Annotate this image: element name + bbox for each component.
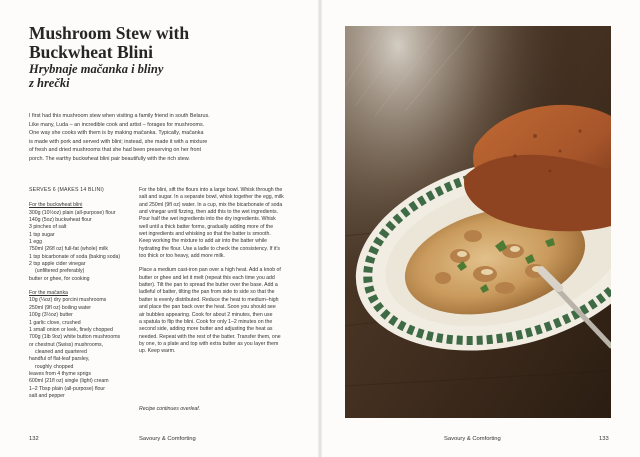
method-line: hydrating the flour. Use a ladle to check the consistency. If it's — [139, 245, 281, 252]
method-line: and 250ml (9fl oz) water. In a cup, mix the bicarbonate of soda — [139, 201, 283, 208]
intro-paragraph — [29, 112, 291, 163]
ingredient-item: 700g (1lb 9oz) white button mushrooms — [29, 334, 121, 341]
ingredient-item: handful of flat-leaf parsley, — [29, 356, 90, 363]
method-line: Place a medium cast-iron pan over a high heat. Add a knob of — [139, 267, 281, 274]
ingredient-item: 1 small onion or leek, finely chopped — [29, 326, 113, 333]
ingredient-item: 10g (¼oz) dry porcini mushrooms — [29, 297, 107, 304]
ingredient-item: 1 garlic clove, crushed — [29, 319, 81, 326]
method-column — [139, 187, 297, 363]
method-paragraph — [139, 267, 297, 355]
method-line: salt and sugar. In a separate bowl, whisk together the egg, milk — [139, 194, 284, 201]
stew-ingredients-list — [29, 297, 134, 400]
recipe-title-line: Buckwheat Blini — [29, 42, 153, 62]
method-line: up. Keep warm. — [139, 348, 176, 355]
recipe-subtitle — [29, 62, 299, 90]
ingredient-item: (unfiltered preferably) — [35, 268, 85, 275]
ingredient-item: salt and pepper — [29, 392, 65, 399]
ingredient-item: cleaned and quartered — [35, 348, 87, 355]
page-number-right: 133 — [599, 436, 609, 442]
ingredient-item: 100g (3½oz) butter — [29, 312, 73, 319]
ingredient-item: 600ml (21fl oz) single (light) cream — [29, 378, 109, 385]
ingredient-item: 750ml (26fl oz) full-fat (whole) milk — [29, 246, 108, 253]
method-line: Keep working the mixture to add air into the batter while — [139, 238, 268, 245]
ingredient-item: 3 pinches of salt — [29, 224, 67, 231]
ingredient-item: 300g (10½oz) plain (all-purpose) flour — [29, 209, 116, 216]
ingredients-column — [29, 187, 134, 400]
method-line: butter or ghee and let it melt (repeat this each time you add — [139, 274, 275, 281]
section-name-left: Savoury & Comforting — [139, 436, 196, 442]
method-line: batter). Tilt the pan to spread the butter over the base. Add a — [139, 282, 278, 289]
recipe-title — [29, 24, 299, 62]
blini-ingredients-list — [29, 210, 134, 283]
continued-note: Recipe continues overleaf. — [139, 406, 201, 412]
recipe-title-line: Mushroom Stew with — [29, 23, 190, 43]
recipe-subtitle-line: Hrybnaje mačanka i bliny — [29, 62, 164, 76]
ingredient-item: leaves from 4 thyme sprigs — [29, 370, 91, 377]
food-photo-illustration — [345, 26, 611, 418]
method-paragraph — [139, 187, 297, 260]
method-line: second side, adding more butter and adjusting the heat as — [139, 326, 273, 333]
intro-line: One way she cooks with them is by making mačanka. Typically, mačanka — [29, 130, 204, 136]
stew-heading: For the mačanka — [29, 290, 68, 297]
method-line: needed. Repeat with the rest of the batter. Transfer them, one — [139, 333, 281, 340]
ingredient-item: 250ml (9fl oz) boiling water — [29, 304, 91, 311]
intro-line: I first had this mushroom stew when visiting a family friend in south Belarus. — [29, 113, 210, 119]
ingredient-item: 1 tsp sugar — [29, 231, 55, 238]
blini-heading: For the buckwheat blini — [29, 202, 83, 209]
page-number-left: 132 — [29, 436, 39, 442]
method-line: air bubbles appearing. Cook for about 2 minutes, then use — [139, 311, 273, 318]
intro-line: is made with pork and served with blini; instead, she made it with a mixture — [29, 138, 208, 145]
ingredient-item: 1–2 Tbsp plain (all-purpose) flour — [29, 385, 106, 392]
method-line: ladleful of batter, tilting the pan from side to side so that the — [139, 289, 275, 296]
ingredient-item: roughly chopped — [35, 363, 74, 370]
book-gutter — [318, 0, 322, 457]
method-line: batter is evenly distributed. Reduce the heat to medium–high — [139, 296, 279, 303]
serves-label: SERVES 6 (MAKES 14 BLINI) — [29, 187, 104, 193]
method-line: wet ingredients and whisking so that the batter is smooth. — [139, 231, 271, 238]
section-name-right: Savoury & Comforting — [444, 436, 501, 442]
method-line: For the blini, sift the flours into a large bowl. Whisk through the — [139, 187, 283, 193]
intro-line: of fresh and dried mushrooms that she had been preserving on her front — [29, 147, 202, 153]
recipe-subtitle-line: z hrečki — [29, 76, 70, 90]
method-line: a spatula to flip the blini. Cook for only 1–2 minutes on the — [139, 318, 273, 325]
ingredient-item: 140g (5oz) buckwheat flour — [29, 217, 92, 224]
method-line: by one, to a plate and top with extra butter as you layer them — [139, 340, 279, 347]
method-line: and place the pan back over the heat. Soon you should see — [139, 304, 276, 311]
method-line: too thick or too heavy, add more milk. — [139, 253, 225, 260]
ingredient-item: or chestnut (Swiss) mushrooms, — [29, 341, 104, 348]
intro-line: Like many, Luda – an incredible cook and artist – forages for mushrooms. — [29, 121, 205, 128]
method-line: Pour half the wet ingredients into the dry ingredients. Whisk — [139, 216, 276, 223]
method-line: and vinegar until fizzing, then add this to the wet ingredients. — [139, 209, 278, 216]
food-photo — [345, 26, 611, 418]
ingredient-item: 2 tsp apple cider vinegar — [29, 261, 86, 268]
ingredient-item: 1 tsp bicarbonate of soda (baking soda) — [29, 253, 121, 260]
ingredient-item: 1 egg — [29, 239, 42, 246]
intro-line: porch. The earthy buckwheat blini pair beautifully with the rich stew. — [29, 155, 190, 162]
ingredient-item: butter or ghee, for cooking — [29, 275, 90, 282]
method-line: well until a thick batter forms, gradually adding more of the — [139, 223, 274, 230]
